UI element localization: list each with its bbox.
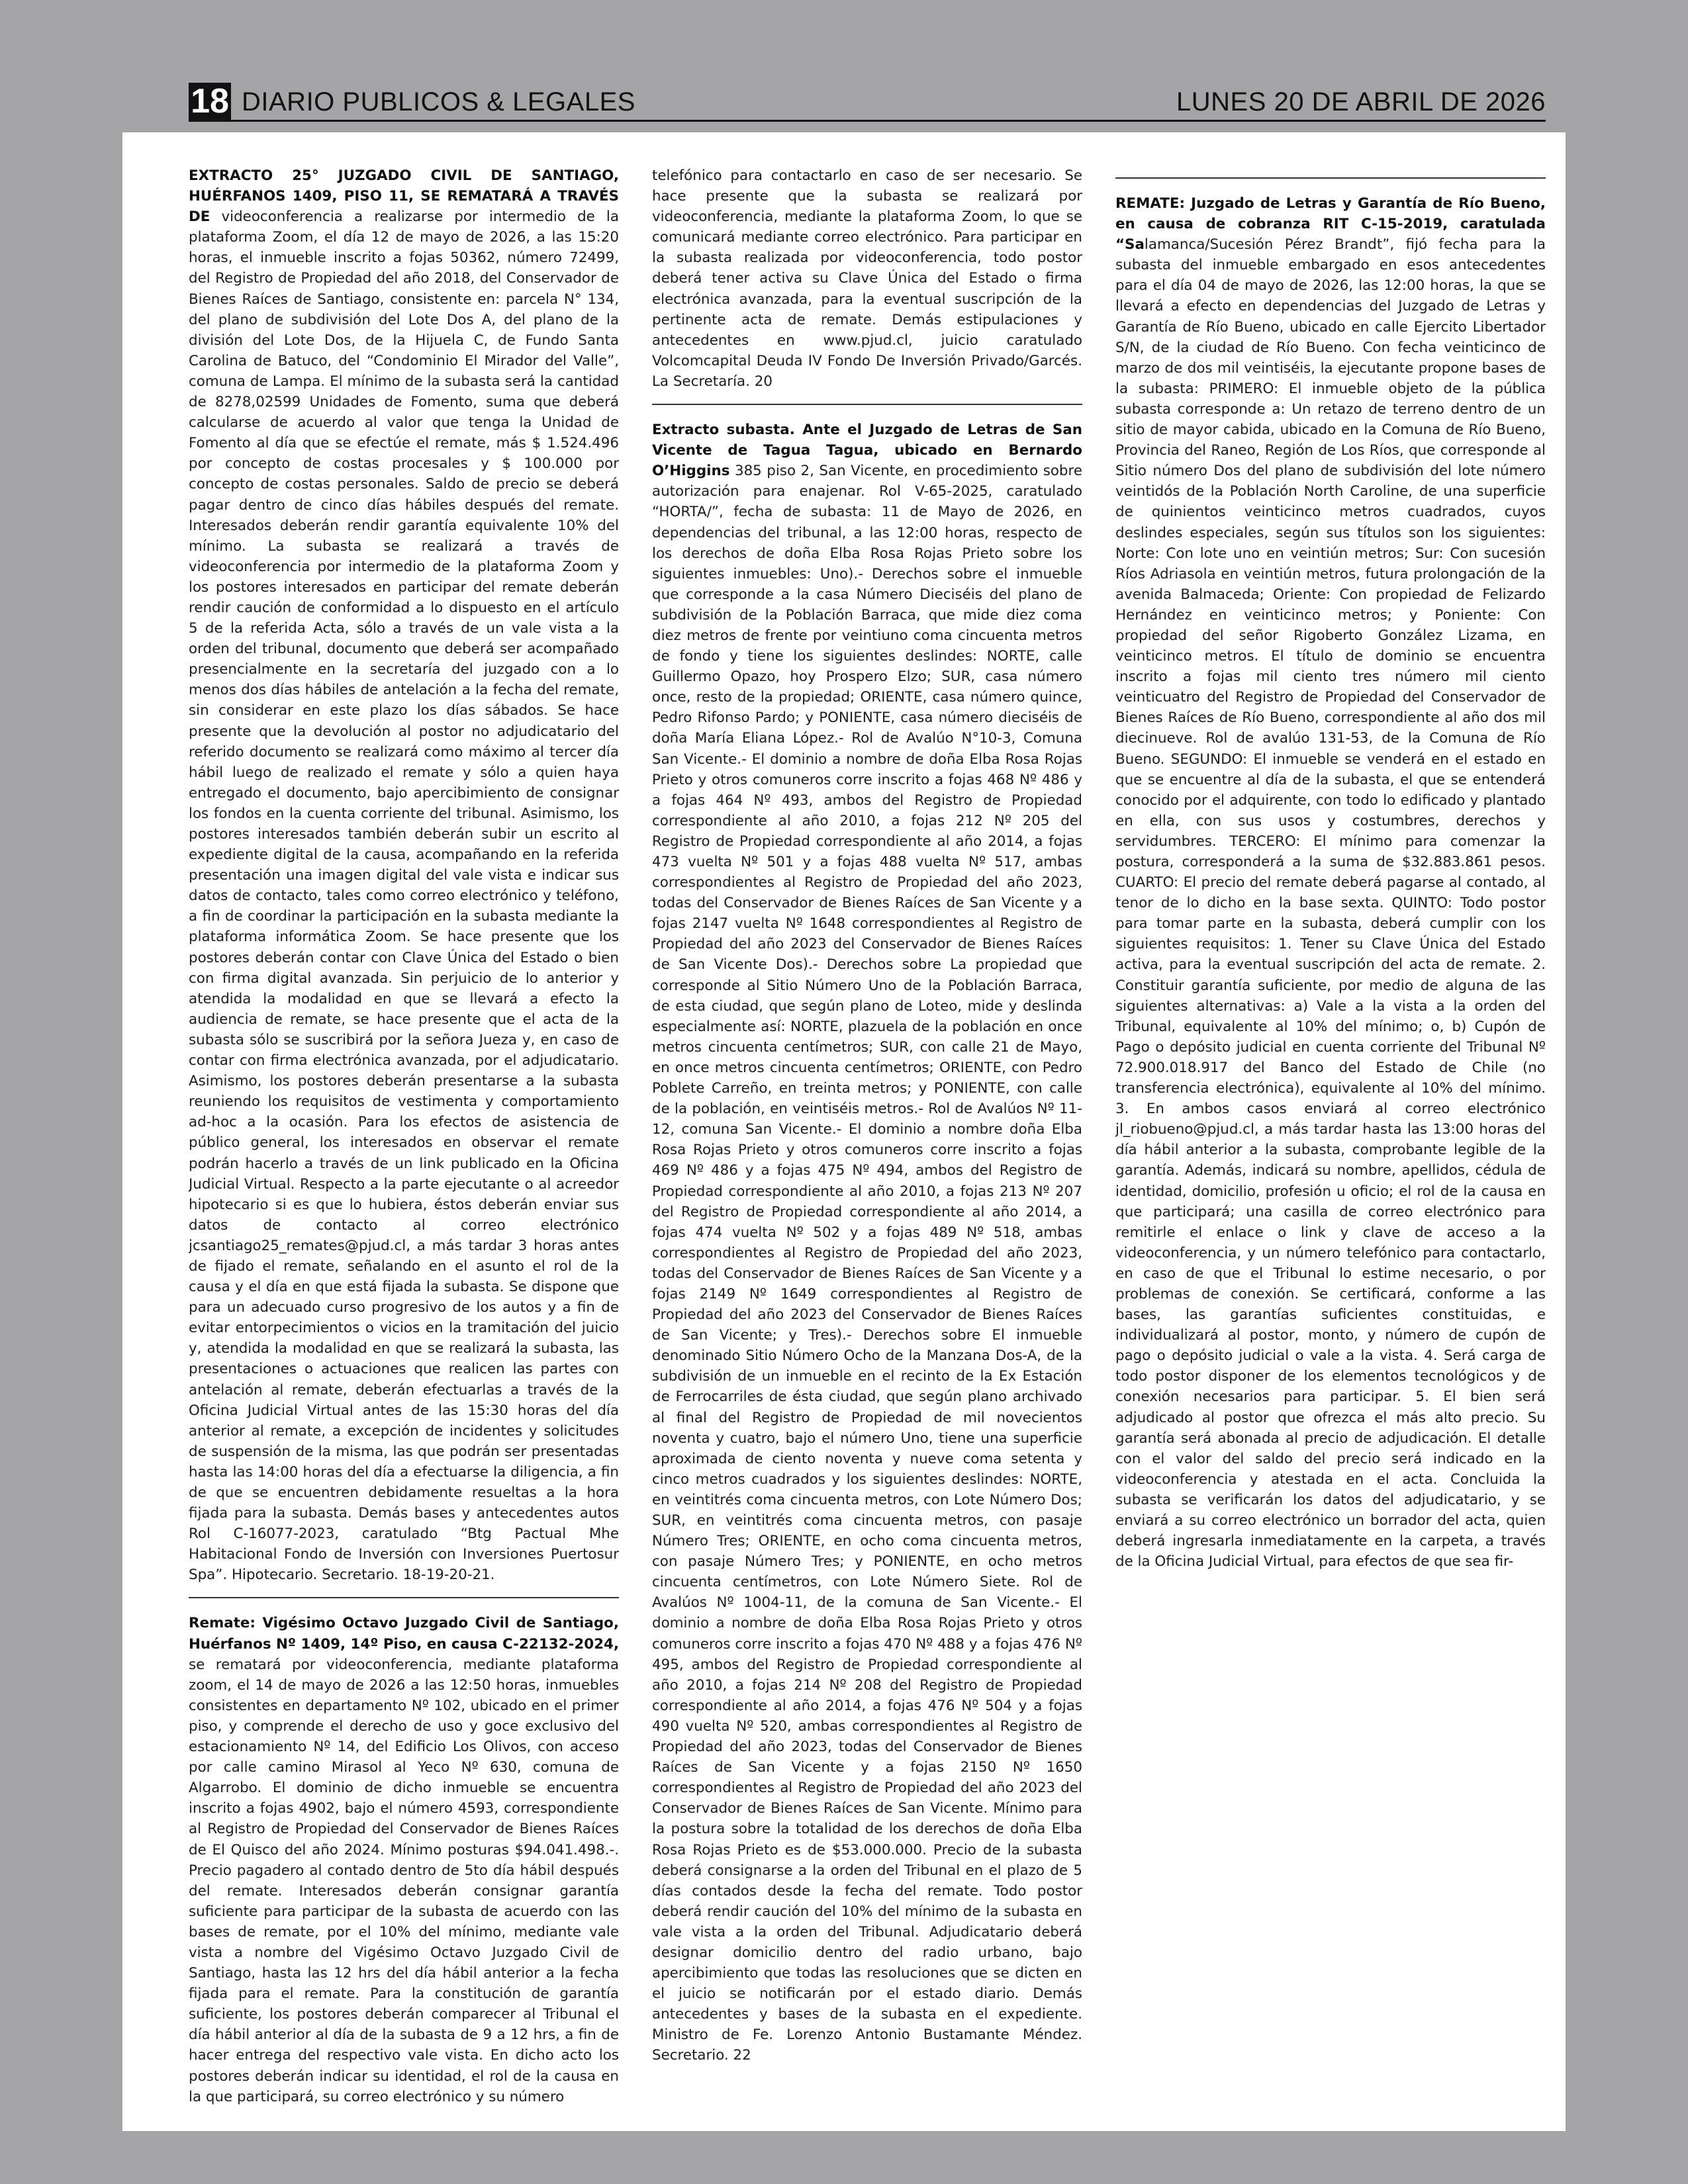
- notice-divider: [189, 1597, 619, 1598]
- page-number: 18: [189, 83, 231, 120]
- legal-notice-continued: [652, 165, 1082, 392]
- legal-notice: [1115, 193, 1546, 1572]
- legal-notice: [189, 1613, 619, 2107]
- notice-body: lamanca/Sucesión Pérez Brandt”, fijó fecha para la subasta del inmueble embargado en esos antecedentes para el día 04 de mayo de 2026, las 12:00 horas, la que se llevará a efecto en dependencias del Juzgado de Letras y Garantía de Río Bueno, ubicado en calle Ejercito Libertador S/N, de la ciudad de Río Bueno. Con fecha veinticinco de marzo de dos mil veintiséis, la ejecutante propone bases de la subasta: PRIMERO: El inmueble objeto de la pública subasta corresponde a: Un retazo de terreno dentro de un sitio de mayor cabida, ubicado en la Comuna de Río Bueno, Provincia del Raneo, Región de Los Ríos, que corresponde al Sitio número Dos del plano de subdivisión del lote número veintidós de la Población North Caroline, de una superficie de quinientos veinticinco metros cuadrados, cuyos deslindes especiales, según sus títulos son los siguientes: Norte: Con lote uno en veintiún metros; Sur: Con sucesión Ríos Adriasola en veintiún metros, futura prolongación de la avenida Balmaceda; Oriente: Con propiedad de Felizardo Hernández en veinticinco metros; y Poniente: Con propiedad del señor Rigoberto González Lizama, en veinticinco metros. El título de dominio se encuentra inscrito a fojas mil ciento tres número mil ciento veinticuatro del Registro de Propiedad del Conservador de Bienes Raíces de Río Bueno, correspondiente al año dos mil diecinueve. Rol de avalúo 131-53, de la Comuna de Río Bueno. SEGUNDO: El inmueble se venderá en el estado en que se encuentre al día de la subasta, el que se entenderá conocido por el adquirente, con todo lo edificado y plantado en ella, con sus usos y costumbres, derechos y servidumbres. TERCERO: El mínimo para comenzar la postura, corresponderá a la suma de $32.883.861 pesos. CUARTO: El precio del remate deberá pagarse al contado, al tenor de lo dicho en la base sexta. QUINTO: Todo postor para tomar parte en la subasta, deberá cumplir con los siguientes requisitos: 1. Tener su Clave Única del Estado activa, para la eventual suscripción del acta de remate. 2. Constituir garantía suficiente, por medio de alguna de las siguientes alternativas: a) Vale a la vista a la orden del Tribunal, equivalente al 10% del mínimo; o, b) Cupón de Pago o depósito judicial en cuenta corriente del Tribunal Nº 72.900.018.917 del Banco del Estado de Chile (no transferencia electrónica), equivalente al 10% del mínimo. 3. En ambos casos enviará al correo electrónico jl_riobueno@pjud.cl, a más tardar hasta las 13:00 horas del día hábil anterior a la subasta, comprobante legible de la garantía. Además, indicará su nombre, apellidos, cédula de identidad, domicilio, profesión u oficio; el rol de la causa en que participará; una casilla de correo electrónico para remitirle el enlace o link y clave de acceso a la videoconferencia, y un número telefónico para contactarlo, en caso de que el Tribunal lo estime necesario, o por problemas de conexión. Se certificará, conforme a las bases, las garantías suficientes constituidas, e individualizará al postor, monto, y número de cupón de pago o depósito judicial o vale a la vista. 4. Será carga de todo postor disponer de los elementos tecnológicos y de conexión necesarios para participar. 5. El bien será adjudicado al postor que ofrezca el más alto precio. Su garantía será abonada al precio de adjudicación. El detalle con el valor del saldo del precio será indicado en la videoconferencia y atestada en el acta. Concluida la subasta se verificarán los datos del adjudicatario, y se enviará a su correo electrónico un borrador del acta, quien deberá ingresarla inmediatamente en la carpeta, a través de la Oficina Judicial Virtual, para efectos de que sea fir-: [1115, 236, 1546, 1570]
- notice-body: 385 piso 2, San Vicente, en procedimiento sobre autorización para enajenar. Rol V-65-2025, caratulado “HORTA/”, fecha de subasta: 11 de Mayo de 2026, en dependencias del tribunal, a las 12:00 horas, respecto de los derechos de doña Elba Rosa Rojas Prieto sobre los siguientes inmuebles: Uno).- Derechos sobre el inmueble que corresponde a la casa Número Dieciséis del plano de subdivisión de la Población Barraca, que mide diez coma diez metros de frente por veintiuno coma cincuenta metros de fondo y tiene los siguientes deslindes: NORTE, calle Guillermo Opazo, hoy Prospero Elzo; SUR, casa número once, resto de la propiedad; ORIENTE, casa número quince, Pedro Rifonso Pardo; y PONIENTE, casa número dieciséis de doña María Eliana López.- Rol de Avalúo N°10-3, Comuna San Vicente.- El dominio a nombre de doña Elba Rosa Rojas Prieto y otros comuneros corre inscrito a fojas 468 Nº 486 y a fojas 464 Nº 493, ambos del Registro de Propiedad correspondiente al año 2010, a fojas 212 Nº 205 del Registro de Propiedad correspondiente al año 2014, a fojas 473 vuelta Nº 501 y a fojas 488 vuelta Nº 517, ambas correspondientes al Registro de Propiedad del año 2023, todas del Conservador de Bienes Raíces de San Vicente y a fojas 2147 vuelta Nº 1648 correspondientes al Registro de Propiedad del año 2023 del Conservador de Bienes Raíces de San Vicente Dos).- Derechos sobre La propiedad que corresponde al Sitio Número Uno de la Población Barraca, de esta ciudad, que según plano de Loteo, mide y deslinda especialmente así: NORTE, plazuela de la población en once metros cincuenta centímetros; SUR, con calle 21 de Mayo, en once metros cincuenta centímetros; ORIENTE, con Pedro Poblete Carreño, en treinta metros; y PONIENTE, con calle de la población, en veintiséis metros.- Rol de Avalúos Nº 11-12, comuna San Vicente.- El dominio a nombre doña Elba Rosa Rojas Prieto y otros comuneros corre inscrito a fojas 469 Nº 486 y a fojas 475 Nº 494, ambos del Registro de Propiedad correspondiente al año 2010, a fojas 213 Nº 207 del Registro de Propiedad correspondiente al año 2014, a fojas 474 vuelta Nº 502 y a fojas 489 Nº 518, ambas correspondientes al Registro de Propiedad del año 2023, todas del Conservador de Bienes Raíces de San Vicente y a fojas 2149 Nº 1649 correspondientes al Registro de Propiedad del año 2023 del Conservador de Bienes Raíces de San Vicente; y Tres).- Derechos sobre El inmueble denominado Sitio Número Ocho de la Manzana Dos-A, de la subdivisión de un inmueble en el recinto de la Ex Estación de Ferrocarriles de ésta ciudad, que según plano archivado al final del Registro de Propiedad de mil novecientos noventa y cuatro, bajo el número Uno, tiene una superficie aproximada de ciento noventa y nueve coma setenta y cinco metros cuadrados y los siguientes deslindes: NORTE, en veintitrés coma cincuenta metros, con Lote Número Dos; SUR, en veintitrés coma cincuenta metros, con pasaje Número Tres; ORIENTE, en ocho coma cincuenta metros, con pasaje Número Tres; y PONIENTE, en ocho metros cincuenta centímetros, con Lote Número Siete. Rol de Avalúos Nº 1004-11, de la comuna de San Vicente.- El dominio a nombre de doña Elba Rosa Rojas Prieto y otros comuneros corre inscrito a fojas 470 Nº 488 y a fojas 476 Nº 495, ambos del Registro de Propiedad correspondiente al año 2010, a fojas 214 Nº 208 del Registro de Propiedad correspondiente al año 2014, a fojas 476 Nº 504 y a fojas 490 vuelta Nº 520, ambas correspondientes al Registro de Propiedad del año 2023, todas del Conservador de Bienes Raíces de San Vicente y a fojas 2150 Nº 1650 correspondientes al Registro de Propiedad del año 2023 del Conservador de Bienes Raíces de San Vicente. Mínimo para la postura sobre la totalidad de los derechos de doña Elba Rosa Rojas Prieto es de $53.000.000. Precio de la subasta deberá consignarse a la orden del Tribunal en el plazo de 5 días contados desde la fecha del remate. Todo postor deberá rendir caución del 10% del mínimo de la subasta en vale vista a la orden del Tribunal. Adjudicatario deberá designar domicilio dentro del radio urbano, bajo apercibimiento que todas las resoluciones que se dicten en el juicio se notificarán por el estado diario. Demás antecedentes y bases de la subasta en el expediente. Ministro de Fe. Lorenzo Antonio Bustamante Méndez. Secretario. 22: [652, 463, 1082, 2064]
- column-3: [1115, 165, 1546, 2124]
- legal-notice: [189, 165, 619, 1585]
- column-1: [189, 165, 619, 2124]
- publication-date: LUNES 20 DE ABRIL DE 2026: [1176, 87, 1546, 116]
- notice-lead: REMATE: Juzgado de Letras y Garantía de Río Bueno, en causa de cobranza RIT C-15-2019, caratulada “Sa: [1115, 195, 1546, 253]
- column-2: [652, 165, 1082, 2124]
- notice-body: telefónico para contactarlo en caso de ser necesario. Se hace presente que la subasta se realizará por videoconferencia, mediante la plataforma Zoom, lo que se comunicará mediante correo electrónico. Para participar en la subasta realizada por videoconferencia, todo postor deberá tener activa su Clave Única del Estado o firma electrónica avanzada, para la eventual suscripción de la pertinente acta de remate. Demás estipulaciones y antecedentes en www.pjud.cl, juicio caratulado Volcomcapital Deuda IV Fondo De Inversión Privado/Garcés. La Secretaría. 20: [652, 167, 1082, 390]
- newspaper-page: [122, 132, 1566, 2131]
- publication-name: DIARIO PUBLICOS & LEGALES: [242, 87, 635, 116]
- notice-body: se rematará por videoconferencia, mediante plataforma zoom, el 14 de mayo de 2026 a las 12:50 horas, inmuebles consistentes en departamento Nº 102, ubicado en el primer piso, y comprende el derecho de uso y goce exclusivo del estacionamiento Nº 14, del Edificio Los Olivos, con acceso por calle camino Mirasol al Yeco Nº 630, comuna de Algarrobo. El dominio de dicho inmueble se encuentra inscrito a fojas 4902, bajo el número 4593, correspondiente al Registro de Propiedad del Conservador de Bienes Raíces de El Quisco del año 2024. Mínimo posturas $94.041.498.-. Precio pagadero al contado dentro de 5to día hábil después del remate. Interesados deberán consignar garantía suficiente para participar de la subasta de acuerdo con las bases de remate, por el 10% del mínimo, mediante vale vista a nombre del Vigésimo Octavo Juzgado Civil de Santiago, hasta las 12 hrs del día hábil anterior a la fecha fijada para el remate. Para la constitución de garantía suficiente, los postores deberán comparecer al Tribunal el día hábil anterior al día de la subasta de 9 a 12 hrs, a fin de hacer entrega del respectivo vale vista. En dicho acto los postores deberán indicar su identidad, el rol de la causa en la que participará, su correo electrónico y su número: [189, 1656, 619, 2105]
- notice-divider: [652, 404, 1082, 405]
- notice-lead: Extracto subasta. Ante el Juzgado de Letras de San Vicente de Tagua Tagua, ubicado en Bernardo O’Higgins: [652, 422, 1082, 480]
- notice-lead: EXTRACTO 25° JUZGADO CIVIL DE SANTIAGO, HUÉRFANOS 1409, PISO 11, SE REMATARÁ A TRAVÉS DE: [189, 167, 619, 226]
- notice-body: videoconferencia a realizarse por intermedio de la plataforma Zoom, el día 12 de mayo de 2026, a las 15:20 horas, el inmueble inscrito a fojas 50362, número 72499, del Registro de Propiedad del año 2018, del Conservador de Bienes Raíces de Santiago, consistente en: parcela N° 134, del plano de subdivisión del Lote Dos A, del plano de la división del Lote Dos, de la Hijuela C, de Fundo Santa Carolina de Batuco, del “Condominio El Mirador del Valle”, comuna de Lampa. El mínimo de la subasta será la cantidad de 8278,02599 Unidades de Fomento, suma que deberá calcularse de acuerdo al valor que tenga la Unidad de Fomento al día que se efectúe el remate, más $ 1.524.496 por concepto de costas procesales y $ 100.000 por concepto de costas personales. Saldo de precio se deberá pagar dentro de cinco días hábiles después del remate. Interesados deberán rendir garantía equivalente 10% del mínimo. La subasta se realizará a través de videoconferencia por intermedio de la plataforma Zoom y los postores interesados en participar del remate deberán rendir caución de conformidad a lo dispuesto en el artículo 5 de la referida Acta, sólo a través de un vale vista a la orden del tribunal, documento que deberá ser acompañado presencialmente en la secretaría del juzgado con a lo menos dos días hábiles de antelación a la fecha del remate, sin considerar en este plazo los días sábados. Se hace presente que la devolución al postor no adjudicatario del referido documento se realizará como máximo al tercer día hábil luego de realizado el remate y sólo a quien haya entregado el documento, bajo apercibimiento de consignar los fondos en la cuenta corriente del tribunal. Asimismo, los postores interesados también deberán subir un escrito al expediente digital de la causa, acompañando en la referida presentación una imagen digital del vale vista e indicar sus datos de contacto, tales como correo electrónico y teléfono, a fin de coordinar la participación en la subasta mediante la plataforma informática Zoom. Se hace presente que los postores deberán contar con Clave Única del Estado o bien con firma digital avanzada. Sin perjuicio de lo anterior y atendida la modalidad en que se llevará a efecto la audiencia de remate, se hace presente que el acta de la subasta sólo se suscribirá por la señora Jueza y, en caso de contar con firma electrónica avanzada, por el adjudicatario. Asimismo, los postores deberán presentarse a la subasta reuniendo los requisitos de vestimenta y comportamiento ad-hoc a la ocasión. Para los efectos de asistencia de público general, los interesados en observar el remate podrán hacerlo a través de un link publicado en la Oficina Judicial Virtual. Respecto a la parte ejecutante o al acreedor hipotecario si es que lo hubiera, éstos deberán enviar sus datos de contacto al correo electrónico jcsantiago25_remates@pjud.cl, a más tardar 3 horas antes de fijado el remate, señalando en el asunto el rol de la causa y el día en que está fijada la subasta. Se dispone que para un adecuado curso progresivo de los autos y a fin de evitar entorpecimientos o vicios en la tramitación del juicio y, atendida la modalidad en que se realizará la subasta, las presentaciones o actuaciones que realicen las partes con antelación al remate, deberán efectuarlas a través de la Oficina Judicial Virtual antes de las 15:30 horas del día anterior al remate, a excepción de incidentes y solicitudes de suspensión de la misma, las que podrán ser presentadas hasta las 14:00 horas del día a efectuarse la diligencia, a fin de que se encuentren debidamente resueltas a la hora fijada para la subasta. Demás bases y antecedentes autos Rol C-16077-2023, caratulado “Btg Pactual Mhe Habitacional Fondo de Inversión con Inversiones Puertosur Spa”. Hipotecario. Secretario. 18-19-20-21.: [189, 208, 619, 1584]
- legal-notice: [652, 420, 1082, 2066]
- notice-lead: Remate: Vigésimo Octavo Juzgado Civil de Santiago, Huérfanos Nº 1409, 14º Piso, en causa C-22132-2024,: [189, 1615, 619, 1653]
- masthead: [189, 83, 1546, 122]
- notice-divider: [1115, 177, 1546, 179]
